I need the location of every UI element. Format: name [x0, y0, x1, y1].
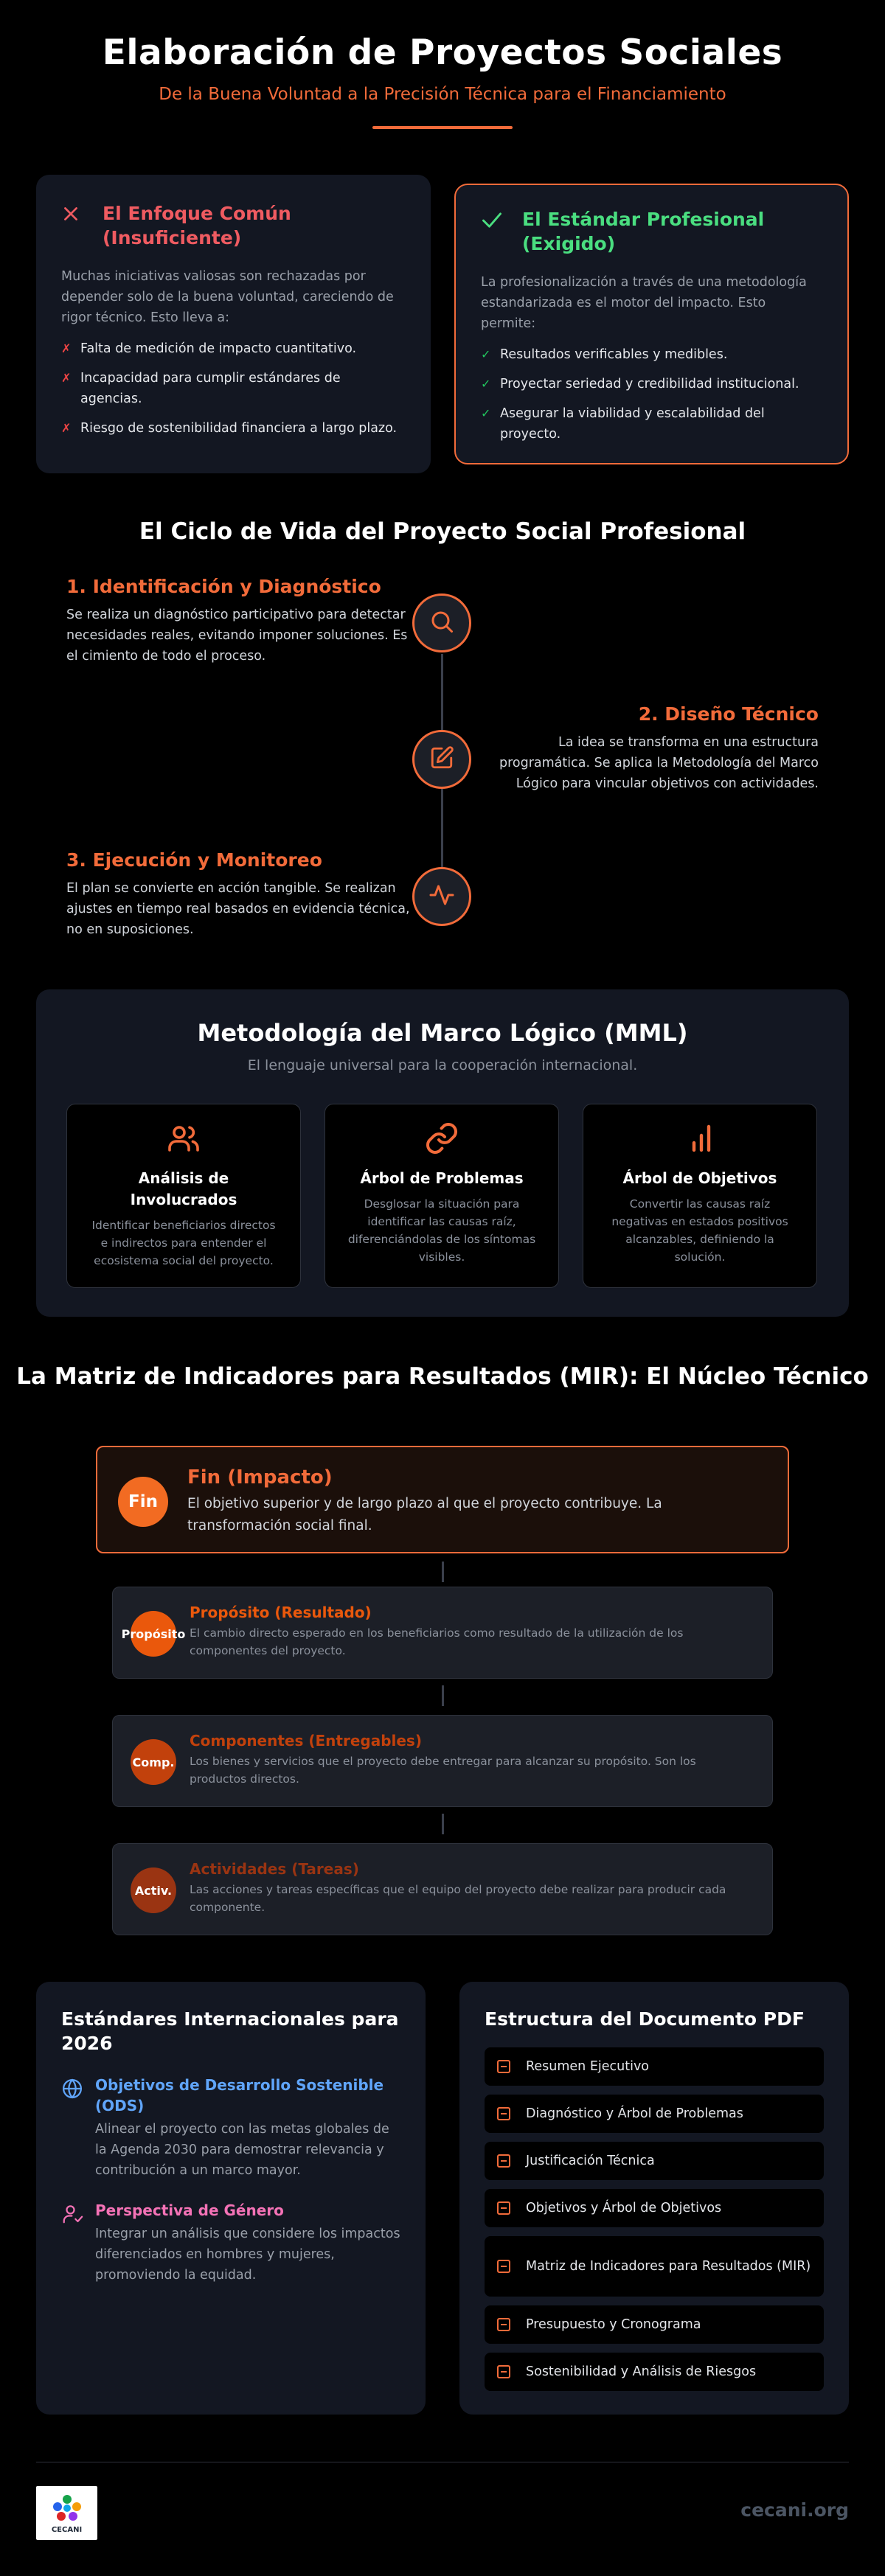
list-item [485, 2047, 824, 2086]
section-marker-icon [496, 2364, 511, 2379]
international-standards-card [36, 1982, 426, 2415]
section-marker-icon [496, 2106, 511, 2121]
check-mark-icon: ✓ [481, 406, 491, 420]
lifecycle-step-2 [472, 703, 819, 794]
standard-text: Integrar un análisis que considere los impactos diferenciados en hombres y mujeres, promoviendo la equidad. [95, 2227, 400, 2283]
section-marker-icon [496, 2201, 511, 2215]
standard-sdg [61, 2075, 400, 2181]
list-item [61, 418, 406, 439]
list-item-text: Resultados verificables y medibles. [500, 347, 728, 362]
x-icon [61, 201, 86, 226]
check-mark-icon: ✓ [481, 377, 491, 391]
professional-standard-header [481, 207, 822, 256]
mir-badge: Propósito [131, 1611, 176, 1657]
mml-subtitle: El lenguaje universal para la cooperación internacional. [247, 1057, 638, 1073]
list-item [61, 368, 406, 409]
mml-card-problem-tree [324, 1104, 559, 1288]
professional-standard-list [481, 344, 822, 445]
lifecycle-step-3 [66, 849, 413, 940]
lifecycle-step-text: Se realiza un diagnóstico participativo para detectar necesidades reales, evitando imponer soluciones. Es el cimiento de todo el proceso. [66, 608, 408, 664]
mir-badge: Fin [118, 1477, 168, 1527]
mml-card-text: Convertir las causas raíz negativas en estados positivos alcanzables, definiendo la solución. [611, 1197, 788, 1264]
mml-card-objective-tree [583, 1104, 817, 1288]
mml-card-title: Árbol de Objetivos [622, 1169, 777, 1187]
mir-title: La Matriz de Indicadores para Resultados (MIR): El Núcleo Técnico [16, 1363, 869, 1390]
mir-level-title: Propósito (Resultado) [190, 1604, 372, 1621]
logo-text: CECANI [51, 2526, 83, 2534]
footer-site-link[interactable]: cecani.org [740, 2499, 849, 2521]
mir-connector [442, 1814, 444, 1834]
mir-badge: Comp. [131, 1739, 176, 1785]
list-item [485, 2236, 824, 2297]
list-item-text: Falta de medición de impacto cuantitativo. [80, 341, 357, 356]
list-item-text: Objetivos y Árbol de Objetivos [526, 2200, 722, 2215]
mir-level-purpose [112, 1587, 773, 1679]
title-divider [372, 126, 513, 129]
mir-level-text: Los bienes y servicios que el proyecto debe entregar para alcanzar su propósito. Son los productos directos. [190, 1755, 696, 1786]
mir-level-components [112, 1715, 773, 1807]
list-item [485, 2142, 824, 2180]
common-approach-header [61, 201, 406, 250]
pdf-structure-title: Estructura del Documento PDF [485, 2008, 805, 2030]
user-icon [61, 2200, 83, 2286]
list-item-text: Matriz de Indicadores para Resultados (MIR) [526, 2258, 811, 2274]
lifecycle-step-2-marker [412, 730, 471, 789]
cross-mark-icon: ✗ [61, 421, 72, 435]
link-icon [424, 1145, 459, 1159]
comparison-section [36, 175, 849, 473]
list-item [485, 2189, 824, 2227]
list-item-text: Resumen Ejecutivo [526, 2058, 650, 2074]
section-marker-icon [496, 2059, 511, 2074]
list-item [481, 374, 822, 394]
list-item [481, 403, 822, 445]
lifecycle-step-text: La idea se transforma en una estructura programática. Se aplica la Metodología del Marco Lógico para vincular objetivos con actividades. [499, 735, 819, 791]
lifecycle-step-1-marker [412, 593, 471, 652]
mml-card-title: Árbol de Problemas [360, 1169, 524, 1187]
standard-title: Objetivos de Desarrollo Sostenible (ODS) [95, 2076, 384, 2114]
list-item-text: Riesgo de sostenibilidad financiera a largo plazo. [80, 421, 398, 436]
lifecycle-step-text: El plan se convierte en acción tangible. Se realizan ajustes en tiempo real basados en evidencia técnica, no en suposiciones. [66, 881, 410, 937]
professional-standard-card [454, 184, 849, 464]
standard-content [95, 2075, 400, 2181]
standard-text: Alinear el proyecto con las metas globales de la Agenda 2030 para demostrar relevancia y contribución a un marco mayor. [95, 2122, 389, 2178]
mir-level-content [187, 1466, 767, 1533]
users-icon [166, 1145, 201, 1159]
bar-chart-icon [682, 1145, 718, 1159]
mir-connector [442, 1685, 444, 1706]
logo-mark-icon [49, 2492, 85, 2524]
mir-level-text: El objetivo superior y de largo plazo al que el proyecto contribuye. La transformación social final. [187, 1496, 662, 1534]
common-approach-card [36, 175, 431, 473]
common-approach-title: El Enfoque Común (Insuficiente) [103, 203, 291, 248]
mml-card-text: Identificar beneficiarios directos e indirectos para entender el ecosistema social del proyecto. [91, 1219, 276, 1267]
mir-level-text: El cambio directo esperado en los beneficiarios como resultado de la utilización de los componentes del proyecto. [190, 1626, 684, 1657]
list-item-text: Presupuesto y Cronograma [526, 2316, 701, 2332]
list-item [61, 338, 406, 359]
page-title: Elaboración de Proyectos Sociales [102, 32, 783, 73]
page-subtitle: De la Buena Voluntad a la Precisión Técnica para el Financiamiento [159, 85, 726, 104]
check-icon [481, 207, 506, 232]
standard-title: Perspectiva de Género [95, 2201, 284, 2219]
mir-level-fin [96, 1446, 789, 1553]
common-approach-intro: Muchas iniciativas valiosas son rechazadas por depender solo de la buena voluntad, careciendo de rigor técnico. Esto lleva a: [61, 269, 394, 325]
section-marker-icon [496, 2317, 511, 2332]
list-item [481, 344, 822, 365]
search-icon [428, 608, 455, 638]
check-mark-icon: ✓ [481, 347, 491, 361]
standard-gender [61, 2200, 400, 2286]
list-item-text: Incapacidad para cumplir estándares de agencias. [80, 371, 341, 406]
pdf-structure-card [459, 1982, 849, 2415]
activity-icon [428, 882, 455, 911]
section-marker-icon [496, 2154, 511, 2168]
list-item [485, 2353, 824, 2391]
standards-title: Estándares Internacionales para 2026 [61, 2008, 399, 2054]
list-item-text: Proyectar seriedad y credibilidad institucional. [500, 377, 799, 391]
mir-level-content [190, 1604, 753, 1678]
page-header [0, 0, 885, 129]
mml-card-text: Desglosar la situación para identificar las causas raíz, diferenciándolas de los síntomas visibles. [347, 1197, 536, 1264]
common-approach-list [61, 338, 406, 439]
mml-section [36, 989, 849, 1317]
mir-level-title: Componentes (Entregables) [190, 1732, 422, 1750]
standard-content [95, 2200, 400, 2286]
list-item [485, 2305, 824, 2344]
mml-card-stakeholders [66, 1104, 301, 1288]
pdf-structure-list [485, 2047, 824, 2391]
mml-card-title: Análisis de Involucrados [130, 1169, 237, 1208]
mir-level-content [190, 1860, 753, 1935]
lifecycle-step-title: 2. Diseño Técnico [638, 703, 819, 725]
cecani-logo[interactable] [36, 2486, 97, 2540]
cross-mark-icon: ✗ [61, 371, 72, 385]
mir-level-title: Fin (Impacto) [187, 1466, 333, 1489]
professional-standard-title: El Estándar Profesional (Exigido) [522, 209, 765, 254]
mml-cards [66, 1104, 817, 1288]
lifecycle-step-title: 1. Identificación y Diagnóstico [66, 576, 381, 597]
cross-mark-icon: ✗ [61, 341, 72, 355]
lifecycle-title: El Ciclo de Vida del Proyecto Social Profesional [139, 518, 746, 545]
list-item-text: Asegurar la viabilidad y escalabilidad del proyecto. [500, 406, 765, 442]
mir-connector [442, 1562, 444, 1582]
edit-icon [429, 745, 454, 773]
section-marker-icon [496, 2259, 511, 2274]
mir-level-activities [112, 1843, 773, 1935]
globe-icon [61, 2075, 83, 2181]
list-item-text: Sostenibilidad y Análisis de Riesgos [526, 2364, 757, 2379]
mml-title: Metodología del Marco Lógico (MML) [197, 1019, 688, 1047]
list-item-text: Justificación Técnica [526, 2153, 655, 2168]
lifecycle-step-3-marker [412, 867, 471, 926]
list-item-text: Diagnóstico y Árbol de Problemas [526, 2106, 743, 2121]
list-item [485, 2095, 824, 2133]
mir-level-text: Las acciones y tareas específicas que el equipo del proyecto debe realizar para producir cada componente. [190, 1883, 726, 1914]
lifecycle-step-1 [66, 576, 413, 666]
mir-level-title: Actividades (Tareas) [190, 1860, 359, 1878]
lifecycle-step-title: 3. Ejecución y Monitoreo [66, 849, 322, 871]
mir-badge: Activ. [131, 1867, 176, 1913]
mir-level-content [190, 1732, 753, 1806]
professional-standard-intro: La profesionalización a través de una metodología estandarizada es el motor del impacto. Esto permite: [481, 275, 807, 331]
